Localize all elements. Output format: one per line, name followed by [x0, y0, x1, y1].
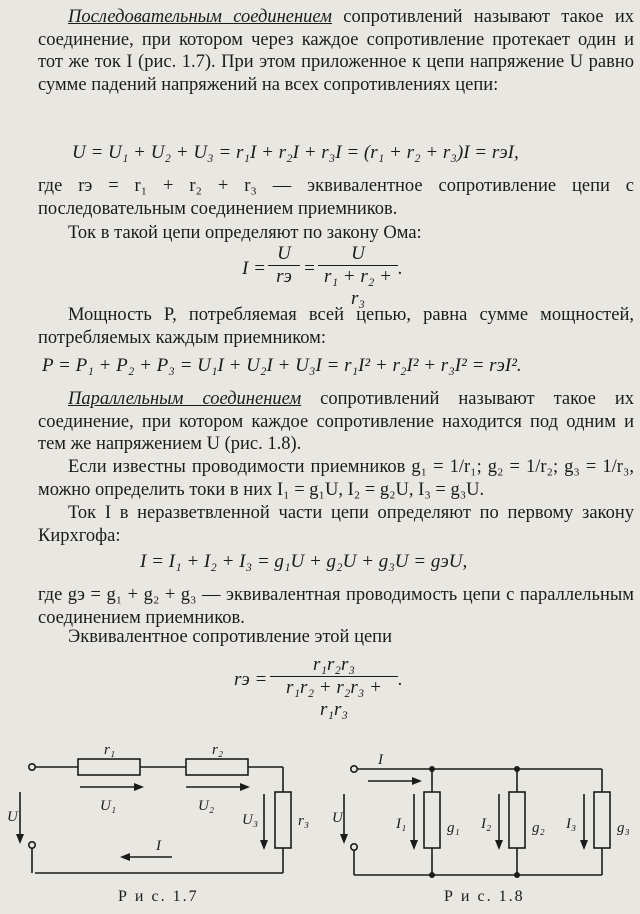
resistor-g2	[509, 792, 525, 848]
label-r2: r₂	[212, 742, 224, 758]
resistor-r3	[275, 792, 291, 848]
label-current: I	[156, 838, 161, 854]
paragraph-power-intro: Мощность P, потребляемая всей цепью, равна сумме мощностей, потребляемых каждым приемником:	[38, 305, 634, 348]
resistor-g3	[594, 792, 610, 848]
caption-figure-1-8: Р и с. 1.8	[444, 888, 525, 905]
resistor-g1	[424, 792, 440, 848]
terminal-bottom	[351, 844, 357, 850]
label-g2: g₂	[532, 820, 545, 836]
node	[514, 766, 520, 772]
label-current: I	[378, 752, 383, 768]
fraction-parallel-resistance: $\frac{\text{r₁r₂r₃}}{\text{r₁r₂ + r₂r₃ + r₁r₃}}$	[270, 654, 398, 721]
fraction-u-over-sum: $\frac{U}{\text{r₁ + r₂ + r₃}}$	[318, 243, 398, 310]
term-series-connection: Последовательным соединением	[68, 7, 332, 27]
paragraph-series-definition: Последовательным соединением сопротивлений называют такое их соединение, при котором через каждое сопротивление протекает один и тот же ток I (рис. 1.7). При этом приложенное к цепи напряжение U равно сумме падений напряжений на всех сопротивлениях цепи:	[38, 7, 634, 95]
node	[429, 872, 435, 878]
fraction-u-over-re: U rэ	[268, 243, 300, 288]
terminal-bottom	[29, 842, 35, 848]
label-r1: r₁	[104, 742, 116, 758]
label-u2: U₂	[198, 798, 215, 814]
figure-parallel-circuit	[330, 730, 640, 914]
term-parallel-connection: Параллельным соединением	[68, 389, 302, 409]
label-i3: I₃	[566, 816, 577, 832]
resistor-r2	[186, 759, 248, 775]
label-u: U	[332, 810, 343, 826]
textbook-page: Последовательным соединением сопротивлений называют такое их соединение, при котором через каждое сопротивление протекает один и тот же ток I (рис. 1.7). При этом приложенное к цепи напряжение U равно сумме падений напряжений на всех сопротивлениях цепи: U = U₁ + U₂ + U₃ = r₁I + r₂I + r₃I = (r₁ + r₂ + r₃)I = rэI, где rэ = r₁ + r₂ + r₃ — эквивалентное сопротивление цепи с последовательным соединением приемников. Ток в такой цепи определяют по закону Ома: I = U rэ = $\frac{U}{\text{r₁ + r₂ + r₃}}$ . Мощность P, потребляемая всей цепью, равна сумме мощностей, потребляемых каждым приемником: P = P₁ + P₂ + P₃ = U₁I + U₂I + U₃I = r₁I² + r₂I² + r₃I² = rэI². Параллельным соединением сопротивлений называют такое их соединение, при котором каждое сопротивление находится под одним и тем же напряжением U (рис. 1.8). Если известны проводимости приемников g₁ = 1/r₁; g₂ = 1/r₂; g₃ = 1/r₃, можно определить токи в них I₁ = g₁U, I₂ = g₂U, I₃ = g₃U. Ток I в неразветвленной части цепи определяют по первому закону Кирхгофа: I = I₁ + I₂ + I₃ = g₁U + g₂U + g₃U = gэU, где gэ = g₁ + g₂ + g₃ — эквивалентная проводимость цепи с параллельным соединением приемников. Эквивалентное сопротивление этой цепи rэ = $\frac{\text{r₁r₂r₃}}{\text{r₁r₂ + r₂r₃ + r₁r₃}}$ . r₁ r₂ r₃ U U₁ U₂ U₃ I Р и с. 1.7 I U I₁ I₂ I₃ g₁ g₂ g₃ Р и с. 1.8	[0, 0, 640, 914]
label-g1: g₁	[447, 820, 460, 836]
caption-figure-1-7: Р и с. 1.7	[118, 888, 199, 905]
terminal-top	[29, 764, 35, 770]
label-u3: U₃	[242, 812, 259, 828]
label-i2: I₂	[481, 816, 492, 832]
label-u: U	[7, 809, 18, 825]
paragraph-equivalent-conductance: где gэ = g₁ + g₂ + g₃ — эквивалентная проводимость цепи с параллельным соединением приемников.	[38, 585, 634, 628]
equation-series-power: P = P₁ + P₂ + P₃ = U₁I + U₂I + U₃I = r₁I² + r₂I² + r₃I² = rэI².	[42, 355, 522, 376]
paragraph-equivalent-resistance-intro: Эквивалентное сопротивление этой цепи	[68, 627, 392, 647]
label-i1: I₁	[396, 816, 407, 832]
terminal-top	[351, 766, 357, 772]
node	[429, 766, 435, 772]
label-u1: U₁	[100, 798, 117, 814]
label-g3: g₃	[617, 820, 630, 836]
equation-series-voltage: U = U₁ + U₂ + U₃ = r₁I + r₂I + r₃I = (r₁ + r₂ + r₃)I = rэI,	[72, 142, 519, 163]
paragraph-parallel-definition: Параллельным соединением сопротивлений называют такое их соединение, при котором каждое сопротивление находится под одним и тем же напряжением U (рис. 1.8).	[38, 389, 635, 454]
equation-kirchhoff: I = I₁ + I₂ + I₃ = g₁U + g₂U + g₃U = gэU,	[140, 551, 468, 572]
label-r3: r₃	[298, 813, 310, 829]
node	[514, 872, 520, 878]
resistor-r1	[78, 759, 140, 775]
figure-series-circuit	[0, 730, 330, 914]
paragraph-kirchhoff-intro: Ток I в неразветвленной части цепи определяют по первому закону Кирхгофа:	[38, 503, 634, 546]
paragraph-conductances: Если известны проводимости приемников g₁ = 1/r₁; g₂ = 1/r₂; g₃ = 1/r₃, можно определить токи в них I₁ = g₁U, I₂ = g₂U, I₃ = g₃U.	[38, 457, 634, 500]
paragraph-equivalent-resistance: где rэ = r₁ + r₂ + r₃ — эквивалентное сопротивление цепи с последовательным соединением приемников.	[38, 176, 634, 219]
paragraph-ohm-law-intro: Ток в такой цепи определяют по закону Ома:	[68, 223, 422, 243]
